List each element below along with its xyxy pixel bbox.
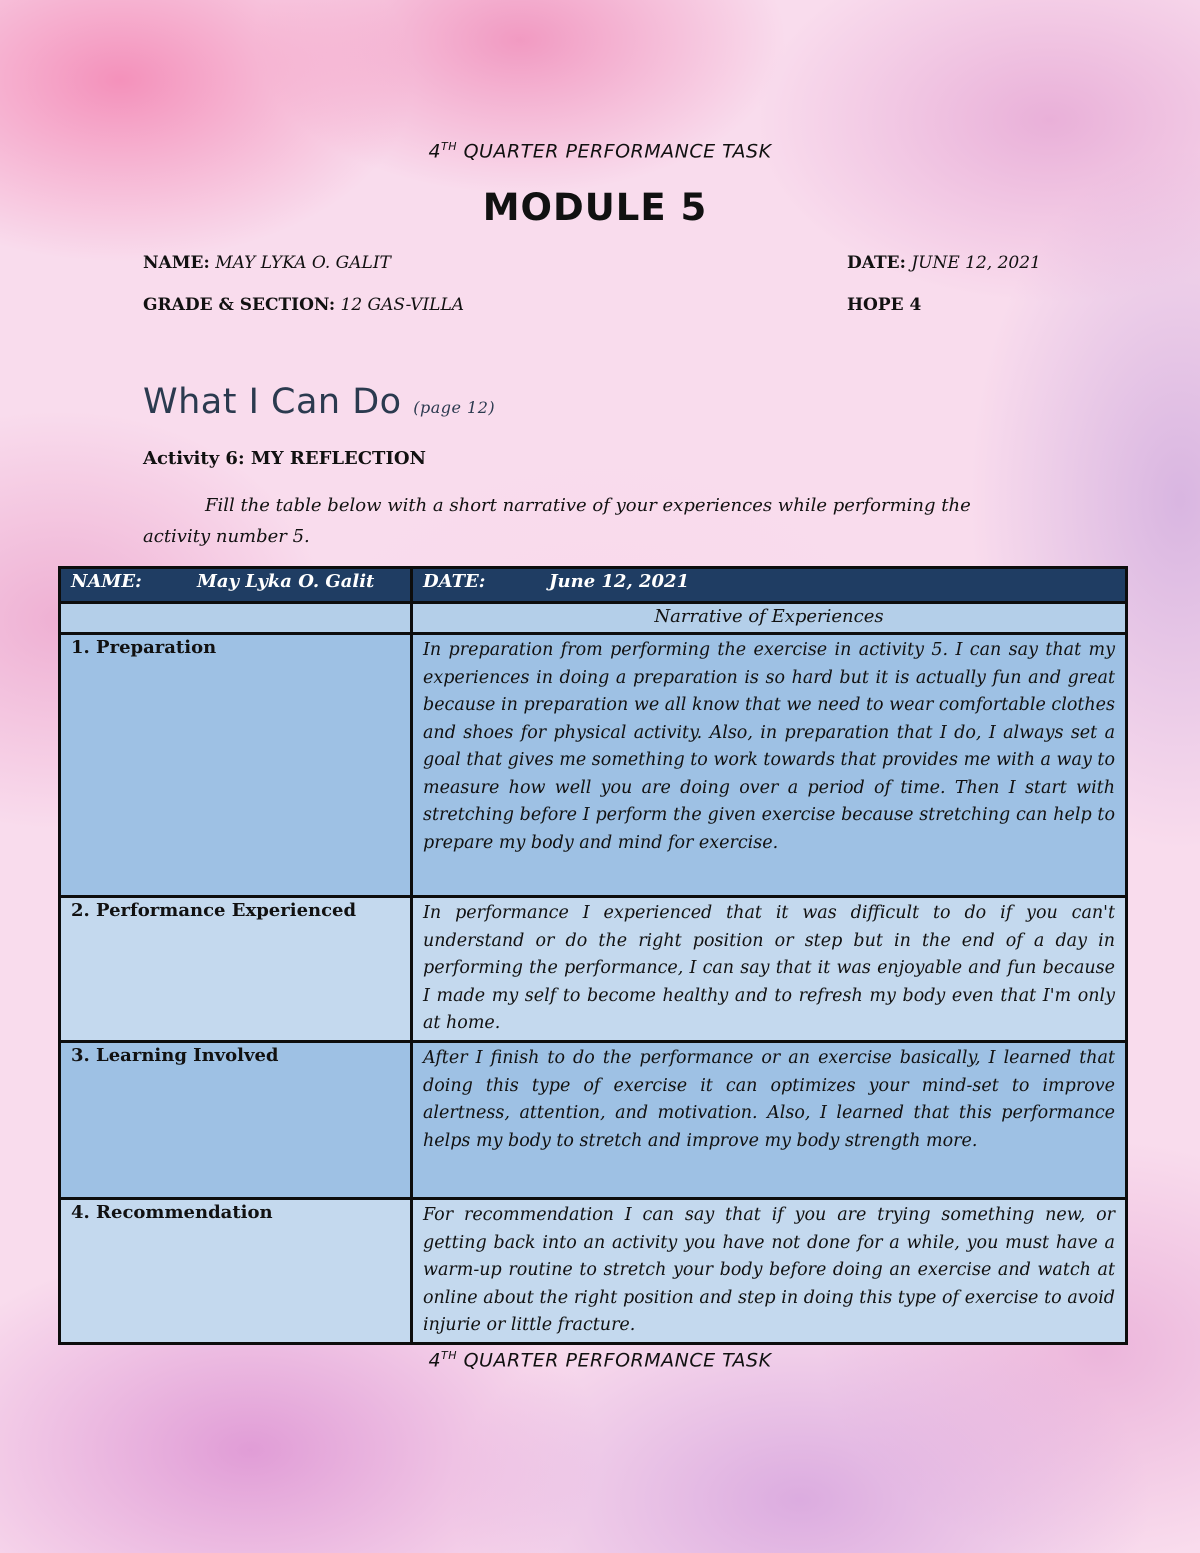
table-row (60, 1199, 1127, 1344)
table-row (60, 897, 1127, 1042)
table-date-cell (412, 568, 1127, 603)
subject-label: HOPE 4 (847, 295, 922, 315)
table-name-value: May Lyka O. Galit (197, 571, 375, 592)
table-name-label: NAME: (71, 571, 142, 592)
footer-quarter-text: QUARTER PERFORMANCE TASK (463, 1349, 772, 1372)
module-title: MODULE 5 (482, 186, 708, 229)
table-subheader-blank (60, 603, 412, 634)
heading-page-ref: (page 12) (413, 398, 496, 417)
heading-text: What I Can Do (143, 382, 402, 422)
quarter-superscript: TH (441, 140, 458, 153)
footer-quarter-superscript: TH (441, 1349, 458, 1362)
row-narrative: In performance I experienced that it was difficult to do if you can't understand or do the right position or step but in the end of a day in performing the performance, I can say that it was enjoyable and fun because I made my self to become healthy and to refresh my body even that I'm only at home. (412, 897, 1127, 1042)
instructions (143, 490, 1043, 552)
grade-section-field (143, 295, 464, 315)
instructions-text: Fill the table below with a short narrative of your experiences while performing the activity number 5. (143, 495, 971, 547)
table-header-row (60, 568, 1127, 603)
student-name-field (143, 253, 391, 273)
date-value: JUNE 12, 2021 (911, 253, 1041, 273)
activity-title: Activity 6: MY REFLECTION (143, 448, 426, 469)
row-label: 3. Learning Involved (60, 1042, 412, 1199)
row-narrative: For recommendation I can say that if you are trying something new, or getting back into an activity you have not done for a while, you must have a warm-up routine to stretch your body before doing an exercise and watch at online about the right position and step in doing this type of exercise to avoid injurie or little fracture. (412, 1199, 1127, 1344)
row-narrative: In preparation from performing the exercise in activity 5. I can say that my experiences in doing a preparation is so hard but it is actually fun and great because in preparation we all know that we need to wear comfortable clothes and shoes for physical activity. Also, in preparation that I do, I always set a goal that gives me something to work towards that provides me with a way to measure how well you are doing over a period of time. Then I start with stretching before I perform the given exercise because stretching can help to prepare my body and mind for exercise. (412, 634, 1127, 897)
row-narrative: After I finish to do the performance or an exercise basically, I learned that doing this type of exercise it can optimizes your mind-set to improve alertness, attention, and motivation. Also, I learned that this performance helps my body to stretch and improve my body strength more. (412, 1042, 1127, 1199)
footer-quarter-title (0, 1349, 1200, 1371)
footer-quarter-number: 4 (428, 1349, 442, 1372)
table-row (60, 634, 1127, 897)
table-row (60, 1042, 1127, 1199)
grade-value: 12 GAS-VILLA (340, 295, 465, 315)
row-label: 4. Recommendation (60, 1199, 412, 1344)
section-heading (143, 382, 495, 422)
name-value: MAY LYKA O. GALIT (215, 253, 391, 273)
date-field (847, 253, 1041, 273)
table-subheader-row (60, 603, 1127, 634)
table-date-value: June 12, 2021 (549, 571, 690, 592)
row-label: 1. Preparation (60, 634, 412, 897)
narrative-column-header: Narrative of Experiences (412, 603, 1127, 634)
table-name-cell (60, 568, 412, 603)
reflection-table (58, 566, 1128, 1345)
name-label: NAME: (143, 253, 210, 273)
date-label: DATE: (847, 253, 906, 273)
table-date-label: DATE: (423, 571, 486, 592)
header-quarter-title (0, 140, 1200, 162)
grade-label: GRADE & SECTION: (143, 295, 336, 315)
subject-field (847, 295, 921, 315)
quarter-number: 4 (428, 140, 442, 163)
quarter-text: QUARTER PERFORMANCE TASK (463, 140, 772, 163)
row-label: 2. Performance Experienced (60, 897, 412, 1042)
